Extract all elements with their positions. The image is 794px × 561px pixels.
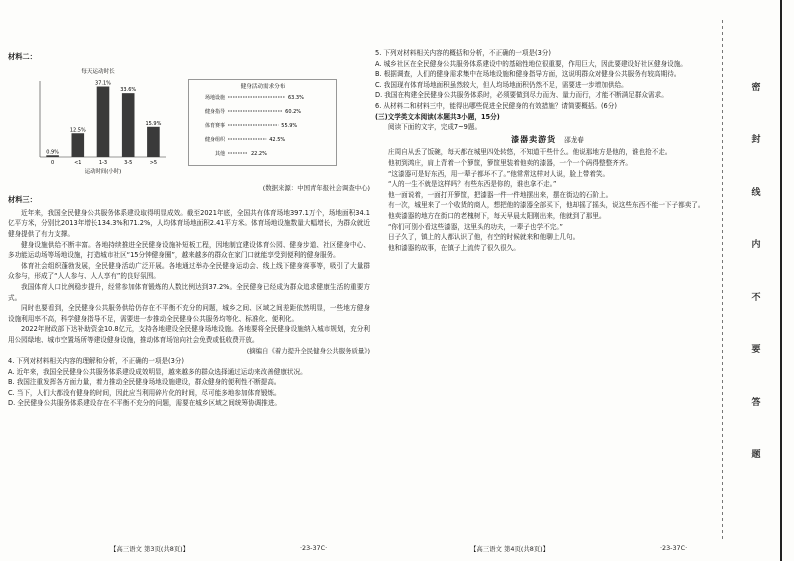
seal-char: 线 [751,187,761,198]
seal-char: 题 [751,449,761,460]
left-footer-page: 【高三语文 第3页(共8页)】 [110,545,190,553]
seal-char: 要 [751,345,761,356]
horizontal-bar-value: 60.2% [285,108,302,115]
story-paragraph: 他和漆器的故事，在镇子上流传了很久很久。 [388,243,520,252]
story-paragraph: “你们可别小看这些漆器，这里头的功夫，一辈子也学不完。” [388,222,563,231]
seal-char: 密 [751,83,761,93]
y-tick-label: 场地设施 [204,94,225,101]
bar-value-label: 33.6% [120,86,137,93]
right-footer-page: 【高三语文 第4页(共8页)】 [470,545,550,553]
left-column [8,52,370,409]
bar-chart-title: 每天运动时长 [81,68,115,75]
question-4-option-c: C. 当下，人们大都没有健身的时间，因此应当利用碎片化的时间，尽可能多地参加体育锻炼。 [8,388,281,397]
horizontal-bar-value: 63.3% [287,94,304,101]
bar-chart [18,65,178,177]
x-tick-label: 3-5 [124,159,133,166]
x-tick-label: 0 [51,159,55,166]
story-body [375,147,720,253]
page-border [780,0,782,561]
bar [147,126,160,156]
story-paragraph: “人的一生不就是这样吗？有些东西是你的，谁也拿不走。” [388,180,557,189]
horizontal-bar-value: 42.5% [269,136,286,143]
material3-paragraph: 2022年财政部下达补助资金10.8亿元，支持各地建设全民健身场地设施。各地要将全民健身设施纳入城市规划，充分利用公园绿地、城市空置场所等建设健身设施，推动体育场馆向社会免费或低收费开放。 [8,325,370,344]
story-paragraph: 庄周自从丢了饭碗，每天都在城里四处转悠，不知道干些什么。他说那地方是他的，谁也抢不走。 [388,148,672,157]
question-4-stem: 4. 下列对材料相关内容的理解和分析，不正确的一项是(3分) [8,357,184,366]
story-paragraph: 他初到鸿庄，肩上背着一个箩筐，箩筐里装着他卖的漆器，一个一个码得整整齐齐。 [388,158,632,167]
x-tick-label: 1-3 [98,159,108,166]
left-footer-code: ·23-37C· [300,544,328,552]
bar-value-label: 15.9% [145,120,162,127]
story-paragraph: 日子久了，镇上的人都认识了他，有空的时候就来和他聊上几句。 [388,233,580,242]
question-4-option-d: D. 全民健身公共服务体系建设存在不平衡不充分的问题，需要在城乡区域之间统筹协调推进。 [8,399,282,408]
material3-paragraph: 健身设施供给不断丰富。各地持续推进全民健身设施补短板工程，因地制宜建设体育公园、健身步道、社区健身中心、多功能运动场等场地设施，打造城市社区“15分钟健身圈”，越来越多的群众在家门口就能享受到便利的健身服务。 [8,240,370,260]
material3-paragraph: 同时也要看到，全民健身公共服务供给仍存在不平衡不充分的问题，城乡之间、区域之间差距依然明显，一些地方健身设施利用率不高，科学健身指导不足，需要进一步推动全民健身公共服务均等化、标准化、便利化。 [8,304,370,323]
bar-chart-x-label: 运动时间(小时) [84,168,122,175]
question-5-stem: 5. 下列对材料相关内容的概括和分析，不正确的一项是(3分) [375,49,551,57]
question-6-stem: 6. 从材料二和材料三中，能得出哪些促进全民健身的有效措施？请简要概括。(6分) [375,101,617,110]
material3-paragraph: 我国体育人口比例稳步提升，经常参加体育锻炼的人数比例达到37.2%。全民健身已经成为群众追求健康生活的重要方式。 [8,282,370,302]
material2-source: (数据来源：中国青年报社会调查中心) [262,183,370,192]
bar-value-label: 0.9% [46,148,59,155]
story-title [375,135,720,146]
y-tick-label: 体育赛事 [204,122,225,129]
bar [72,133,85,157]
y-tick-label: 其他 [214,150,225,157]
material3-source: (摘编自《着力提升全民健身公共服务质量》) [246,346,370,355]
material2-charts [8,65,370,183]
story-paragraph: “这漆器可是好东西，用一辈子都坏不了。”他常常这样对人说，脸上带着笑。 [388,169,610,178]
question-5-option-c: C. 我国现有体育场地面积虽然较大，但人均场地面积仍然不足，需要进一步增加供给。 [375,80,628,89]
y-tick-label: 健身指导 [204,108,225,115]
story-paragraph: 他卖漆器的地方在街口的老槐树下，每天早晨太阳刚出来，他就到了那里。 [388,211,606,220]
bar [97,86,110,156]
bar [122,93,135,157]
material3-paragraph: 近年来，我国全民健身公共服务体系建设取得明显成效。截至2021年底，全国共有体育场地397.1万个，场地面积34.1亿平方米，分别比2013年增长134.3%和71.2%，人均体育场地面积2.41平方米。体育场地设施数量大幅增长，为群众就近健身提供了有力支撑。 [8,208,370,238]
x-tick-label: >5 [149,159,158,166]
material3-label: 材料三： [8,195,37,205]
seal-warning [736,80,776,460]
story-title-text: 漆器卖游货 [511,134,557,144]
horizontal-chart-title: 健身活动需求分布 [240,83,286,90]
story-author: 邵龙春 [564,135,584,144]
section-label: (三)文学类文本阅读(本题共3小题，15分) [375,112,500,121]
question-4-option-a: A. 近年来，我国全民健身公共服务体系建设成效明显，越来越多的群众选择通过运动来改善健康状况。 [8,367,307,376]
bar-value-label: 37.1% [95,80,111,87]
material3-body [8,208,370,346]
question-5-option-d: D. 我国在构建全民健身公共服务体系时，必须要做到尽力而为、量力而行，才能不断满足群众需求。 [375,91,668,100]
question-5-option-b: B. 根据调查，人们的健身需求集中在场地设施和健身指导方面，这说明群众对健身公共服务有较高期待。 [375,70,681,79]
horizontal-bar-value: 22.2% [250,150,267,157]
seal-char: 不 [751,292,761,303]
story-paragraph: 他一面说着，一面打开箩筐，把漆器一件一件地摆出来，摆在街边的石阶上。 [388,190,613,199]
seal-char: 答 [751,397,761,408]
question-5-option-a: A. 城乡社区在全民健身公共服务体系建设中的基础性地位很重要，作用巨大，因此要建设好社区健身设施。 [375,59,687,68]
seal-char: 封 [751,135,761,146]
material2-label: 材料二： [8,52,37,61]
seal-dashed-line [722,20,723,540]
x-tick-label: <1 [74,159,82,166]
question-4-option-b: B. 我国注重发挥各方面力量，着力推动全民健身场地设施建设，群众健身的便利性不断提高。 [8,378,281,387]
bar-value-label: 12.5% [69,126,86,133]
right-column [375,48,720,253]
question-5 [375,48,720,112]
horizontal-bar-chart [188,79,338,169]
reading-instruction: 阅读下面的文字，完成7~9题。 [388,123,482,132]
seal-char: 内 [751,240,761,251]
y-tick-label: 健身组织 [204,136,225,143]
question-4 [8,356,370,409]
bar [46,155,59,157]
section-three [375,112,720,133]
right-footer-code: ·23-37C· [660,544,688,552]
horizontal-bar-value: 55.9% [281,122,298,129]
story-paragraph: 有一次，城里来了一个收货的商人，想把他的漆器全部买下，他却摇了摇头，说这些东西不能一下子都卖了。 [388,201,705,210]
material3-paragraph: 体育社会组织蓬勃发展，全民健身活动广泛开展。各地通过举办全民健身运动会、线上线下健身赛事等，吸引了大量群众参与，形成了“人人参与、人人享有”的良好氛围。 [8,261,370,281]
